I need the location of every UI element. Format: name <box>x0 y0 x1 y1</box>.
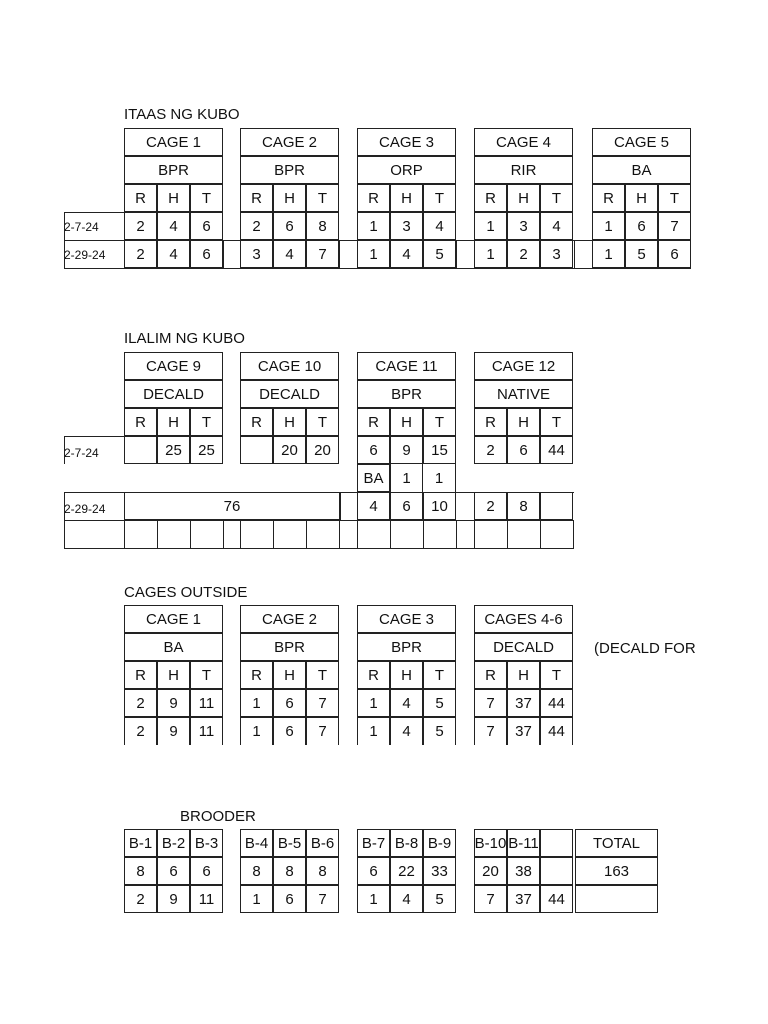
column-header: H <box>390 408 423 436</box>
brooder-count: 7 <box>474 885 507 913</box>
grid-line <box>574 240 575 268</box>
brooder-label: B-6 <box>306 829 339 857</box>
count-cell: 2 <box>124 689 157 717</box>
count-cell: 2 <box>507 240 540 268</box>
brooder-count: 33 <box>423 857 456 885</box>
count-cell: 6 <box>658 240 691 268</box>
outside-cage-4-breed: DECALD <box>474 633 573 661</box>
grid-line <box>456 520 457 548</box>
count-cell: 5 <box>423 717 456 745</box>
column-header: T <box>190 184 223 212</box>
column-header: R <box>474 661 507 689</box>
grid-line <box>507 520 508 548</box>
count-cell: 2 <box>124 212 157 240</box>
outside-cage-4-name: CAGES 4-6 <box>474 605 573 633</box>
count-cell: 37 <box>507 717 540 745</box>
brooder-label: B-3 <box>190 829 223 857</box>
count-cell: 6 <box>507 436 540 464</box>
count-cell: 2 <box>474 492 507 520</box>
cage-5-name: CAGE 5 <box>592 128 691 156</box>
decald-note: (DECALD FOR <box>594 640 696 657</box>
count-cell: 4 <box>423 212 456 240</box>
brooder-count: 8 <box>306 857 339 885</box>
brooder-count: 22 <box>390 857 423 885</box>
count-cell: 1 <box>240 689 273 717</box>
column-header: T <box>190 408 223 436</box>
brooder-label: B-1 <box>124 829 157 857</box>
column-header: H <box>273 408 306 436</box>
count-cell: 6 <box>357 436 390 464</box>
count-cell: 6 <box>273 717 306 745</box>
count-cell: 1 <box>474 212 507 240</box>
column-header: H <box>507 661 540 689</box>
count-cell: 1 <box>240 717 273 745</box>
grid-line <box>540 520 541 548</box>
column-header: R <box>124 661 157 689</box>
count-cell: 2 <box>124 717 157 745</box>
grid-line <box>273 520 274 548</box>
column-header: T <box>540 661 573 689</box>
count-cell <box>540 492 573 520</box>
count-cell: 1 <box>592 240 625 268</box>
count-cell: 7 <box>306 240 339 268</box>
column-header: T <box>540 408 573 436</box>
cage-3-breed: ORP <box>357 156 456 184</box>
brooder-label: B-5 <box>273 829 306 857</box>
column-header: R <box>124 184 157 212</box>
outside-cage-2-name: CAGE 2 <box>240 605 339 633</box>
count-cell: 10 <box>423 492 456 520</box>
section-title-brooder: BROODER <box>180 808 256 825</box>
brooder-count: 8 <box>124 857 157 885</box>
count-cell: 15 <box>423 436 456 464</box>
column-header: R <box>124 408 157 436</box>
column-header: T <box>658 184 691 212</box>
grid-line <box>357 520 358 548</box>
section-title-cages-outside: CAGES OUTSIDE <box>124 584 248 601</box>
grid-line <box>423 520 424 548</box>
count-cell: 2 <box>124 240 157 268</box>
cage-10-breed: DECALD <box>240 380 339 408</box>
cage-12-name: CAGE 12 <box>474 352 573 380</box>
brooder-count: 11 <box>190 885 223 913</box>
cage-5-breed: BA <box>592 156 691 184</box>
total-empty-cell <box>575 885 658 913</box>
cage-1-breed: BPR <box>124 156 223 184</box>
brooder-label: B-9 <box>423 829 456 857</box>
count-cell: 7 <box>474 717 507 745</box>
total-value: 163 <box>575 857 658 885</box>
grid-line <box>340 492 341 520</box>
grid-line <box>64 436 124 437</box>
column-header: H <box>507 184 540 212</box>
count-cell: 4 <box>390 689 423 717</box>
count-cell: 1 <box>357 240 390 268</box>
count-cell: 6 <box>273 212 306 240</box>
brooder-label: B-11 <box>507 829 540 857</box>
grid-line <box>64 240 691 241</box>
grid-line <box>456 240 457 268</box>
count-cell: 8 <box>306 212 339 240</box>
brooder-count: 38 <box>507 857 540 885</box>
grid-line <box>64 492 65 548</box>
grid-line <box>223 520 224 548</box>
count-cell: 44 <box>540 689 573 717</box>
column-header: H <box>390 661 423 689</box>
column-header: H <box>157 661 190 689</box>
merged-total-cell: 76 <box>124 492 340 520</box>
outside-cage-3-name: CAGE 3 <box>357 605 456 633</box>
column-header: T <box>423 184 456 212</box>
brooder-count: 1 <box>240 885 273 913</box>
section-title-ilalim: ILALIM NG KUBO <box>124 330 245 347</box>
outside-cage-1-name: CAGE 1 <box>124 605 223 633</box>
brooder-count: 1 <box>357 885 390 913</box>
column-header: T <box>306 661 339 689</box>
cage-3-name: CAGE 3 <box>357 128 456 156</box>
column-header: R <box>240 408 273 436</box>
brooder-count <box>540 857 573 885</box>
grid-line <box>306 520 307 548</box>
count-cell: 1 <box>357 212 390 240</box>
brooder-count: 5 <box>423 885 456 913</box>
count-cell: 1 <box>592 212 625 240</box>
column-header: T <box>540 184 573 212</box>
brooder-count: 20 <box>474 857 507 885</box>
count-cell: 7 <box>658 212 691 240</box>
cage-2-name: CAGE 2 <box>240 128 339 156</box>
count-cell: 1 <box>357 689 390 717</box>
outside-cage-1-breed: BA <box>124 633 223 661</box>
count-cell: 9 <box>157 717 190 745</box>
count-cell: 4 <box>157 240 190 268</box>
grid-line <box>573 520 574 548</box>
grid-line <box>157 520 158 548</box>
column-header: H <box>625 184 658 212</box>
count-cell: 3 <box>540 240 573 268</box>
section-title-itaas: ITAAS NG KUBO <box>124 106 240 123</box>
cage-11-breed: BPR <box>357 380 456 408</box>
count-cell: 6 <box>390 492 423 520</box>
brooder-count: 37 <box>507 885 540 913</box>
brooder-label: B-7 <box>357 829 390 857</box>
count-cell: 9 <box>390 436 423 464</box>
brooder-label: B-2 <box>157 829 190 857</box>
brooder-count: 8 <box>273 857 306 885</box>
count-cell <box>124 436 157 464</box>
count-cell: 3 <box>507 212 540 240</box>
column-header: R <box>357 408 390 436</box>
total-label: TOTAL <box>575 829 658 857</box>
brooder-count: 6 <box>273 885 306 913</box>
brooder-count: 8 <box>240 857 273 885</box>
brooder-count: 6 <box>190 857 223 885</box>
count-cell: 6 <box>190 240 223 268</box>
column-header: H <box>157 408 190 436</box>
count-cell <box>240 436 273 464</box>
ba-count: 1 <box>390 464 423 492</box>
brooder-label: B-10 <box>474 829 507 857</box>
column-header: T <box>190 661 223 689</box>
cage-4-name: CAGE 4 <box>474 128 573 156</box>
cage-1-name: CAGE 1 <box>124 128 223 156</box>
count-cell: 20 <box>273 436 306 464</box>
cage-12-breed: NATIVE <box>474 380 573 408</box>
count-cell: 4 <box>157 212 190 240</box>
cage-2-breed: BPR <box>240 156 339 184</box>
cage-9-name: CAGE 9 <box>124 352 223 380</box>
column-header: H <box>157 184 190 212</box>
count-cell: 11 <box>190 689 223 717</box>
brooder-count: 2 <box>124 885 157 913</box>
count-cell: 6 <box>625 212 658 240</box>
column-header: H <box>507 408 540 436</box>
count-cell: 4 <box>540 212 573 240</box>
date-label: 2-7-24 <box>64 446 99 460</box>
column-header: T <box>306 408 339 436</box>
grid-line <box>64 268 691 269</box>
column-header: R <box>474 408 507 436</box>
brooder-count: 9 <box>157 885 190 913</box>
column-header: T <box>306 184 339 212</box>
brooder-count: 7 <box>306 885 339 913</box>
brooder-label: B-8 <box>390 829 423 857</box>
grid-line <box>339 520 340 548</box>
brooder-count: 6 <box>357 857 390 885</box>
outside-cage-3-breed: BPR <box>357 633 456 661</box>
grid-line <box>474 520 475 548</box>
count-cell: 4 <box>390 717 423 745</box>
cage-9-breed: DECALD <box>124 380 223 408</box>
count-cell: 8 <box>507 492 540 520</box>
grid-line <box>223 240 224 268</box>
ba-count: 1 <box>423 464 456 492</box>
count-cell: 1 <box>357 717 390 745</box>
count-cell: 44 <box>540 717 573 745</box>
brooder-label: B-4 <box>240 829 273 857</box>
column-header: H <box>273 661 306 689</box>
grid-line <box>190 520 191 548</box>
column-header: R <box>357 661 390 689</box>
date-label: 2-7-24 <box>64 220 99 234</box>
count-cell: 37 <box>507 689 540 717</box>
column-header: H <box>273 184 306 212</box>
count-cell: 1 <box>474 240 507 268</box>
count-cell: 44 <box>540 436 573 464</box>
grid-line <box>339 240 340 268</box>
cage-4-breed: RIR <box>474 156 573 184</box>
date-label: 2-29-24 <box>64 502 106 516</box>
count-cell: 6 <box>273 689 306 717</box>
grid-line <box>64 436 65 464</box>
column-header: T <box>423 661 456 689</box>
column-header: R <box>592 184 625 212</box>
brooder-count: 6 <box>157 857 190 885</box>
grid-line <box>64 212 65 268</box>
count-cell: 5 <box>423 689 456 717</box>
grid-line <box>64 548 574 549</box>
brooder-count: 4 <box>390 885 423 913</box>
grid-line <box>390 520 391 548</box>
cage-11-name: CAGE 11 <box>357 352 456 380</box>
count-cell: 6 <box>190 212 223 240</box>
count-cell: 25 <box>157 436 190 464</box>
column-header: R <box>357 184 390 212</box>
count-cell: 2 <box>474 436 507 464</box>
count-cell: 4 <box>273 240 306 268</box>
count-cell: 7 <box>474 689 507 717</box>
count-cell: 4 <box>390 240 423 268</box>
count-cell: 4 <box>357 492 390 520</box>
count-cell: 20 <box>306 436 339 464</box>
column-header: R <box>240 661 273 689</box>
count-cell: 25 <box>190 436 223 464</box>
date-label: 2-29-24 <box>64 248 106 262</box>
count-cell: 2 <box>240 212 273 240</box>
grid-line <box>64 520 574 521</box>
count-cell: 11 <box>190 717 223 745</box>
brooder-count: 44 <box>540 885 573 913</box>
column-header: R <box>240 184 273 212</box>
outside-cage-2-breed: BPR <box>240 633 339 661</box>
count-cell: 3 <box>390 212 423 240</box>
column-header: H <box>390 184 423 212</box>
count-cell: 7 <box>306 689 339 717</box>
ba-label: BA <box>357 464 390 492</box>
grid-line <box>124 492 125 548</box>
count-cell: 9 <box>157 689 190 717</box>
column-header: T <box>423 408 456 436</box>
count-cell: 5 <box>423 240 456 268</box>
count-cell: 7 <box>306 717 339 745</box>
count-cell: 5 <box>625 240 658 268</box>
grid-line <box>64 212 124 213</box>
grid-line <box>240 520 241 548</box>
brooder-label <box>540 829 573 857</box>
column-header: R <box>474 184 507 212</box>
cage-10-name: CAGE 10 <box>240 352 339 380</box>
count-cell: 3 <box>240 240 273 268</box>
